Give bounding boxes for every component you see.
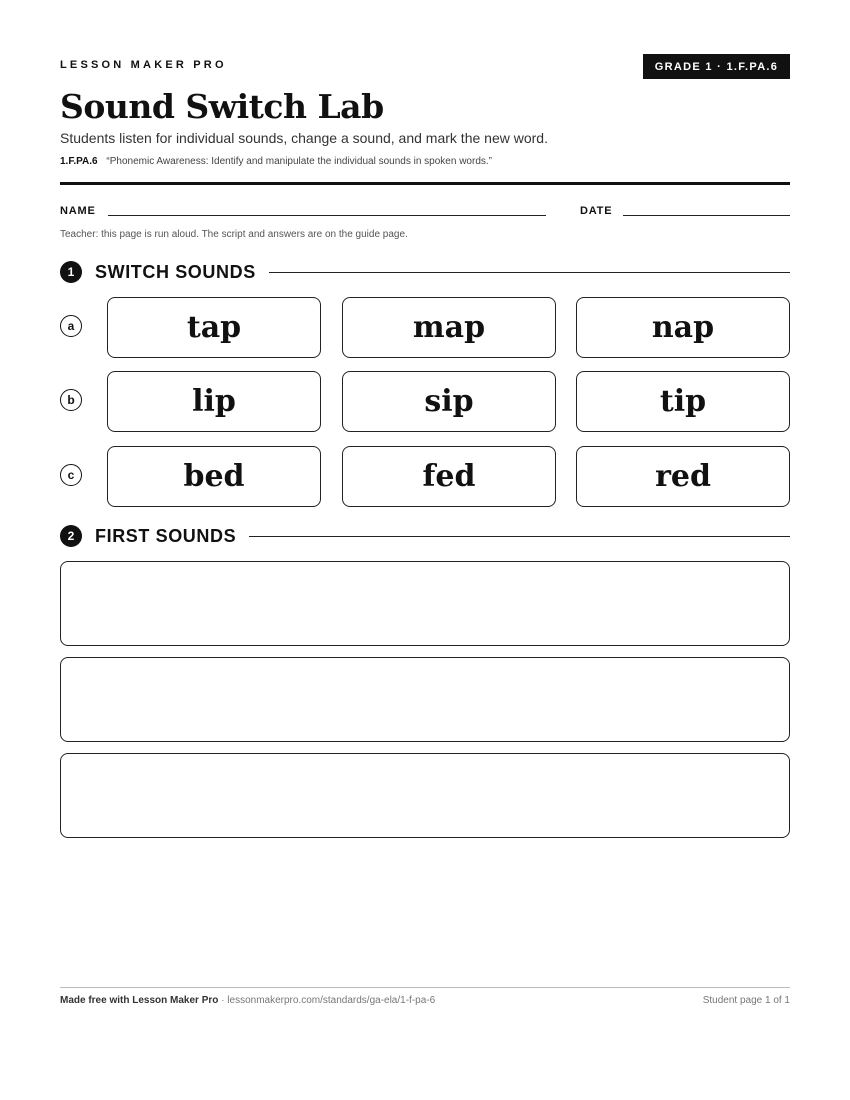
word-card[interactable]: bed — [107, 446, 321, 507]
section-number-badge: 1 — [60, 261, 82, 283]
name-label: NAME — [60, 205, 96, 217]
teacher-note: Teacher: this page is run aloud. The script and answers are on the guide page. — [60, 229, 408, 240]
page-title: Sound Switch Lab — [60, 87, 384, 126]
page-subtitle: Students listen for individual sounds, change a sound, and mark the new word. — [60, 130, 548, 146]
row-label: a — [60, 315, 82, 337]
standard-code: 1.F.PA.6 — [60, 156, 98, 167]
grade-badge: GRADE 1 · 1.F.PA.6 — [643, 54, 790, 79]
word-row-c — [60, 446, 790, 507]
word-card[interactable]: sip — [342, 371, 556, 432]
word-row-b — [60, 371, 790, 432]
footer-credit — [60, 995, 435, 1006]
name-field[interactable] — [108, 215, 546, 216]
footer-made-with: Made free with Lesson Maker Pro — [60, 995, 219, 1006]
section-divider — [249, 536, 790, 537]
word-card[interactable]: tap — [107, 297, 321, 358]
section-title: SWITCH SOUNDS — [95, 261, 256, 282]
word-card[interactable]: red — [576, 446, 790, 507]
standard-reference — [60, 156, 492, 167]
section-switch-sounds-header — [60, 260, 790, 284]
section-divider — [269, 272, 790, 273]
footer-divider — [60, 987, 790, 988]
word-card[interactable]: tip — [576, 371, 790, 432]
row-label: c — [60, 464, 82, 486]
word-card[interactable]: map — [342, 297, 556, 358]
row-label: b — [60, 389, 82, 411]
answer-box[interactable] — [60, 561, 790, 646]
header-divider — [60, 182, 790, 185]
worksheet-page — [60, 0, 790, 1100]
answer-box[interactable] — [60, 753, 790, 838]
section-first-sounds-header — [60, 524, 790, 548]
date-field[interactable] — [623, 215, 790, 216]
brand-name: LESSON MAKER PRO — [60, 59, 227, 71]
footer-page-number: Student page 1 of 1 — [702, 995, 790, 1006]
footer-separator: · — [218, 995, 228, 1006]
section-title: FIRST SOUNDS — [95, 525, 237, 546]
word-card[interactable]: fed — [342, 446, 556, 507]
date-label: DATE — [580, 205, 613, 217]
word-card[interactable]: nap — [576, 297, 790, 358]
standard-description: “Phonemic Awareness: Identify and manipulate the individual sounds in spoken words.” — [106, 156, 492, 167]
footer-url-link[interactable]: lessonmakerpro.com/standards/ga-ela/1-f-pa-6 — [227, 995, 436, 1006]
section-number-badge: 2 — [60, 525, 82, 547]
word-card[interactable]: lip — [107, 371, 321, 432]
answer-box[interactable] — [60, 657, 790, 742]
word-row-a — [60, 297, 790, 358]
